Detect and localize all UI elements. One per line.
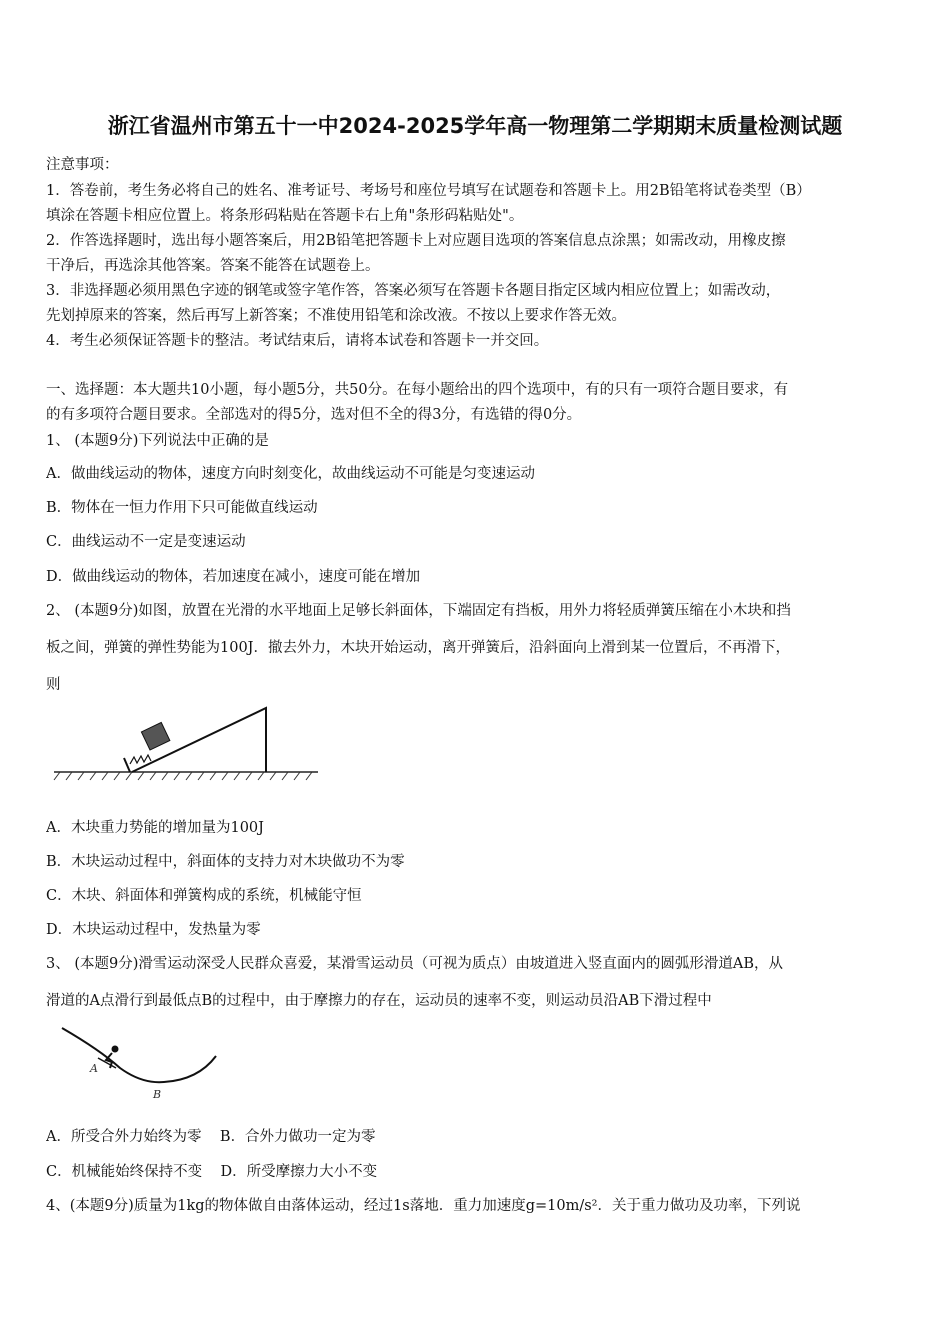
- notice-line: 1．答卷前，考生务必将自己的姓名、准考证号、考场号和座位号填写在试题卷和答题卡上。用2B铅笔将试卷类型（B）: [46, 183, 811, 199]
- q2-option-b: B．木块运动过程中，斜面体的支持力对木块做功不为零: [46, 854, 405, 870]
- q3-options-cd: C．机械能始终保持不变 D．所受摩擦力大小不变: [46, 1164, 378, 1180]
- page-title: 浙江省温州市第五十一中2024-2025学年高一物理第二学期期末质量检测试题: [107, 114, 843, 138]
- incline-figure: [46, 700, 326, 782]
- stop-plate: [124, 758, 130, 772]
- q3-options-ab: A．所受合外力始终为零 B．合外力做功一定为零: [46, 1129, 376, 1145]
- q3-stem: 3、 (本题9分)滑雪运动深受人民群众喜爱，某滑雪运动员（可视为质点）由坡道进入竖直面内的圆弧形滑道AB，从: [46, 956, 783, 972]
- notice-line: 3．非选择题必须用黑色字迹的钢笔或签字笔作答，答案必须写在答题卡各题目指定区域内相应位置上；如需改动，: [46, 283, 781, 299]
- q1-option-d: D．做曲线运动的物体，若加速度在减小，速度可能在增加: [46, 569, 421, 585]
- section-heading: 一、选择题：本大题共10小题，每小题5分，共50分。在每小题给出的四个选项中，有的只有一项符合题目要求，有: [46, 382, 789, 398]
- notice-line: 4．考生必须保证答题卡的整洁。考试结束后，请将本试卷和答题卡一并交回。: [46, 333, 549, 349]
- q4-stem: 4、(本题9分)质量为1kg的物体做自由落体运动，经过1s落地．重力加速度g=10m/s²．关于重力做功及功率，下列说: [46, 1198, 801, 1214]
- label-a: A: [90, 1062, 98, 1075]
- q2-option-c: C．木块、斜面体和弹簧构成的系统，机械能守恒: [46, 888, 362, 904]
- q3-stem: 滑道的A点滑行到最低点B的过程中，由于摩擦力的存在，运动员的速率不变，则运动员沿AB下滑过程中: [46, 993, 712, 1009]
- notice-heading: 注意事项：: [46, 157, 119, 173]
- ground-hatching: [54, 772, 312, 780]
- q2-option-a: A．木块重力势能的增加量为100J: [46, 820, 264, 836]
- q2-option-d: D．木块运动过程中，发热量为零: [46, 922, 261, 938]
- q2-stem: 板之间，弹簧的弹性势能为100J．撤去外力，木块开始运动，离开弹簧后，沿斜面向上滑到某一位置后，不再滑下，: [46, 640, 790, 656]
- notice-line: 先划掉原来的答案，然后再写上新答案；不准使用铅笔和涂改液。不按以上要求作答无效。: [46, 308, 626, 324]
- q2-stem: 则: [46, 677, 61, 693]
- q2-stem: 2、 (本题9分)如图，放置在光滑的水平地面上足够长斜面体，下端固定有挡板，用外力将轻质弹簧压缩在小木块和挡: [46, 603, 791, 619]
- q1-option-b: B．物体在一恒力作用下只可能做直线运动: [46, 500, 318, 516]
- arc-track: [62, 1028, 216, 1082]
- q1-option-c: C．曲线运动不一定是变速运动: [46, 534, 246, 550]
- notice-line: 2．作答选择题时，选出每小题答案后，用2B铅笔把答题卡上对应题目选项的答案信息点涂黑；如需改动，用橡皮擦: [46, 233, 786, 249]
- notice-line: 干净后，再选涂其他答案。答案不能答在试题卷上。: [46, 258, 380, 274]
- section-heading: 的有多项符合题目要求。全部选对的得5分，选对但不全的得3分，有选错的得0分。: [46, 407, 582, 423]
- label-b: B: [153, 1088, 162, 1101]
- q1-stem: 1、 (本题9分)下列说法中正确的是: [46, 433, 269, 449]
- ski-track-figure: [58, 1022, 228, 1104]
- notice-line: 填涂在答题卡相应位置上。将条形码粘贴在答题卡右上角"条形码粘贴处"。: [46, 208, 524, 224]
- spring: [130, 755, 151, 764]
- q1-option-a: A．做曲线运动的物体，速度方向时刻变化，故曲线运动不可能是匀变速运动: [46, 466, 535, 482]
- wood-block: [141, 722, 169, 750]
